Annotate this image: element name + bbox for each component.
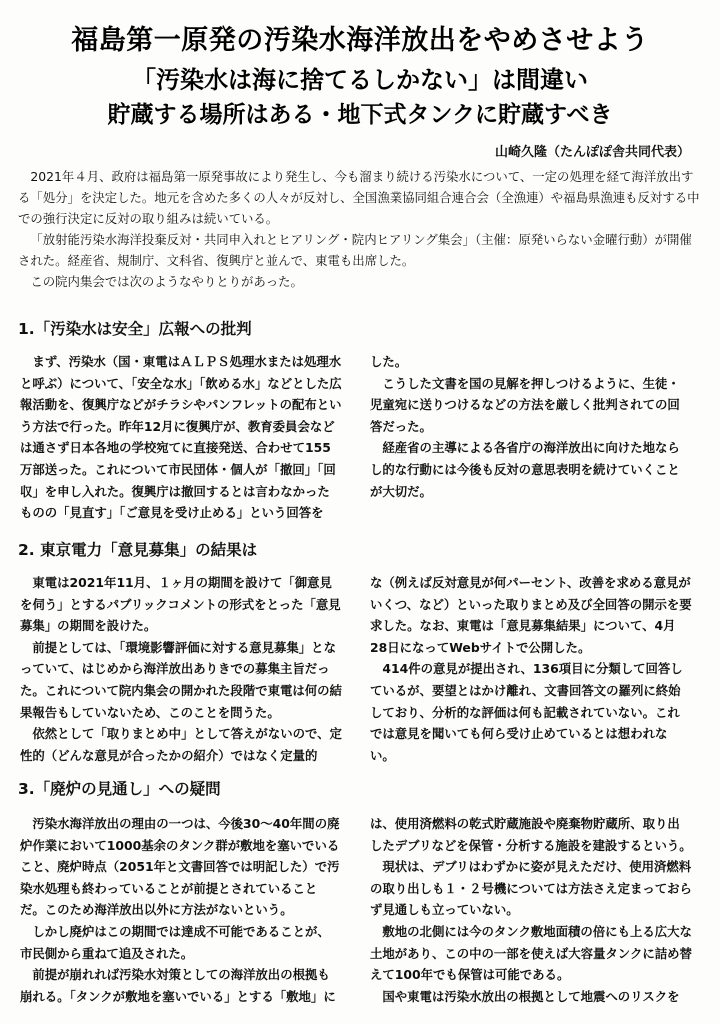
paragraph: まず、汚染水（国・東電はＡＬＰＳ処理水または処理水と呼ぶ）について、「安全な水」「飲める水」などとした広報活動を、復興庁などがチラシやパンフレットの配布という方法で行った。昨年12月に復興庁が、教育委員会などは通さず日本各地の学校宛てに直接発送、合わせて155万部送った。これについて市民団体・個人が「撤回」「回収」を申し入れた。復興庁は撤回するとは言わなかったものの「見直す」「ご意見を受け止める」という回答を xyxy=(20,354,342,521)
section-3-right-column xyxy=(370,813,692,1007)
paragraph: 経産省の主導による各省庁の海洋放出に向けた地ならし的な行動には今後も反対の意思表明を続けていくことが大切だ。 xyxy=(370,440,680,499)
main-title: 福島第一原発の汚染水海洋放出をやめさせよう xyxy=(71,25,649,56)
section-2-heading: 2. 東京電力「意見募集」の結果は xyxy=(18,541,258,559)
paragraph: 依然として「取りまとめ中」として答えがないので、定性的（どんな意見が合ったかの紹介）ではなく定量的 xyxy=(20,726,342,763)
section-3-heading: 3.「廃炉の見通し」への疑問 xyxy=(18,780,221,798)
intro-paragraph: この院内集会では次のようなやりとりがあった。 xyxy=(30,274,303,289)
paragraph: 前提が崩れれば汚染水対策としての海洋放出の根拠も崩れる。「タンクが敷地を塞いでいる」とする「敷地」に xyxy=(20,967,336,1004)
section-1-left-column xyxy=(20,351,342,524)
intro-paragraph: 「放射能汚染水海洋投棄反対・共同申入れとヒアリング・院内ヒアリング集会」（主催：原発いらない金曜行動）が開催された。経産省、規制庁、文科省、復興庁と並んで、東電も出席した。 xyxy=(18,232,692,268)
paragraph: しかし廃炉はこの期間では達成不可能であることが、市民側から重ねて追及された。 xyxy=(20,923,330,961)
paragraph: 414件の意見が提出され、136項目に分類して回答しているが、要望とはかけ離れ、文書回答文の羅列に終始しており、分析的な評価は何も記載されていない。これでは意見を聞いても何ら受け止めているとは想われない。 xyxy=(370,661,683,763)
paragraph: 汚染水海洋放出の理由の一つは、今後30～40年間の廃炉作業において1000基余のタンク群が敷地を塞いでいること、廃炉時点（2051年と文書回答では明記した）で汚染水処理も終わっていることが前提とされていることだ。このため海洋放出以外に方法がないという。 xyxy=(20,816,340,918)
paragraph: 東電は2021年11月、１ヶ月の期間を設けて「御意見を伺う」とするパブリックコメントの形式をとった「意見募集」の期間を設けた。 xyxy=(20,575,341,634)
paragraph: 国や東電は汚染水放出の根拠として地震へのリスクを xyxy=(382,988,680,1004)
subtitle-1: 「汚染水は海に捨てるしかない」は間違い xyxy=(132,66,588,94)
author-byline: 山崎久隆（たんぽぽ舎共同代表） xyxy=(494,145,690,160)
section-3-left-column xyxy=(20,813,342,1007)
subtitle-2: 貯蔵する場所はある・地下式タンクに貯蔵すべき xyxy=(107,102,613,128)
paragraph: な（例えば反対意見が何パーセント、改善を求める意見がいくつ、など）といった取りまとめ及び全回答の開示を要求した。なお、東電は「意見募集結果」について、4月28日になってWebサイトで公開した。 xyxy=(370,575,692,655)
section-1-right-column xyxy=(370,351,692,502)
section-1-heading: 1.「汚染水は安全」広報への批判 xyxy=(18,320,252,338)
paragraph: 敷地の北側には今のタンク敷地面積の倍にも上る広大な土地があり、この中の一部を使えば大容量タンクに詰め替えて100年でも保管は可能である。 xyxy=(370,923,692,983)
paragraph: 前提としては、「環境影響評価に対する意見募集」となっていて、はじめから海洋放出ありきでの募集主旨だった。これについて院内集会の開かれた段階で東電は何の結果報告もしていないため、このことを問うた。 xyxy=(20,639,342,720)
paragraph: 現状は、デブリはわずかに姿が見えただけ、使用済燃料の取り出しも１・２号機については方法さえ定まっておらず見通しも立っていない。 xyxy=(370,859,692,918)
paragraph: した。 xyxy=(370,354,408,369)
paragraph: は、使用済燃料の乾式貯蔵施設や廃棄物貯蔵所、取り出したデブリなどを保管・分析する施設を建設するという。 xyxy=(370,816,692,853)
intro-text xyxy=(18,166,702,292)
section-2-right-column xyxy=(370,572,692,766)
intro-paragraph: 2021年４月、政府は福島第一原発事故により発生し、今も溜まり続ける汚染水について、一定の処理を経て海洋放出する「処分」を決定した。地元を含めた多くの人々が反対し、全国漁業協同組合連合会（全漁連）や福島県漁連も反対する中での強行決定に反対の取り組みは続いている。 xyxy=(18,169,700,226)
section-2-left-column xyxy=(20,572,342,766)
paragraph: こうした文書を国の見解を押しつけるように、生徒・児童宛に送りつけるなどの方法を厳しく批判されての回答だった。 xyxy=(370,375,680,434)
